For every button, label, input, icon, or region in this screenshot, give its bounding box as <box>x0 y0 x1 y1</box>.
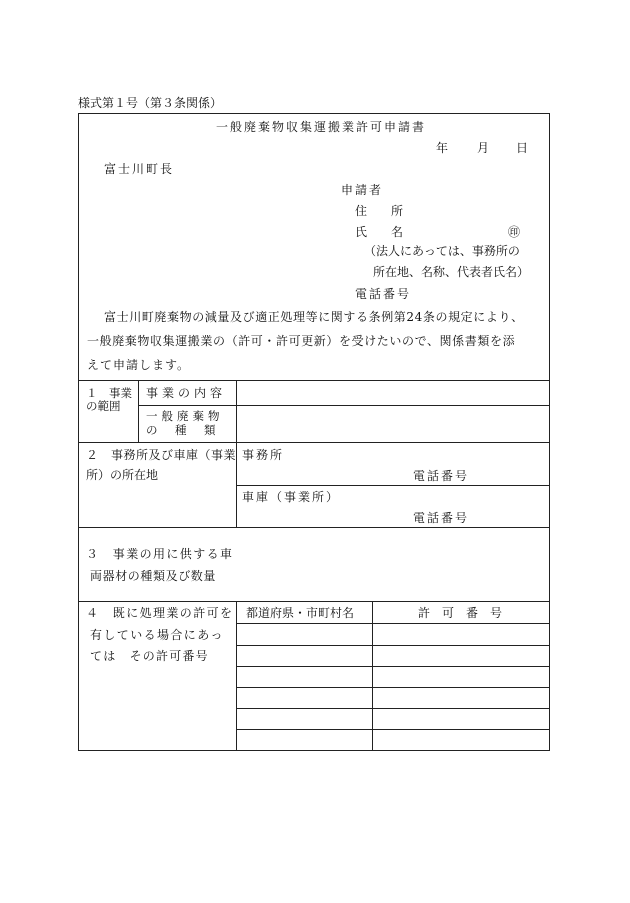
row3-label-line1: ３ 事業の用に供する車 <box>86 547 234 561</box>
body-line-2: 一般廃棄物収集運搬業の（許可・許可更新）を受けたいので、関係書類を添 <box>87 334 516 348</box>
business-content-label: 事業の内容 <box>146 386 227 400</box>
row1-label-line2: の範囲 <box>86 399 121 413</box>
row1-second-col-rule <box>236 380 237 442</box>
row4-rule-3 <box>236 666 550 667</box>
row1-first-col-rule <box>138 380 139 442</box>
applicant-label: 申請者 <box>341 183 384 197</box>
garage-phone-label: 電話番号 <box>413 511 470 525</box>
body-line-3: えて申請します。 <box>87 358 191 372</box>
row4-rule-6 <box>236 729 550 730</box>
corporate-note-line1: （法人にあっては、事務所の <box>364 244 520 258</box>
form-title: 一般廃棄物収集運搬業許可申請書 <box>216 120 427 134</box>
office-label: 事務所 <box>242 448 285 462</box>
row2-bottom-rule <box>78 527 550 528</box>
phone-label: 電話番号 <box>355 287 412 301</box>
table-top-rule <box>78 380 550 381</box>
date-year-label: 年 <box>436 141 449 155</box>
corporate-note-line2: 所在地、名称、代表者氏名） <box>373 265 530 279</box>
date-month-label: 月 <box>477 141 490 155</box>
row4-rule-2 <box>236 645 550 646</box>
office-phone-label: 電話番号 <box>413 469 470 483</box>
row4-label-line1: ４ 既に処理業の許可を <box>86 606 234 620</box>
prefecture-column-header: 都道府県・市町村名 <box>246 606 355 620</box>
row4-label-line3: ては その許可番号 <box>90 649 209 663</box>
body-line-1: 富士川町廃棄物の減量及び適正処理等に関する条例第24条の規定により、 <box>104 310 524 324</box>
row4-inner-col-rule <box>372 601 373 751</box>
row4-rule-4 <box>236 687 550 688</box>
row1-inner-rule <box>138 405 550 406</box>
garage-label: 車庫（事業所） <box>242 490 341 504</box>
form-number: 様式第１号（第３条関係） <box>78 96 223 110</box>
date-day-label: 日 <box>516 141 529 155</box>
row2-label-line1: ２ 事務所及び車庫（事業 <box>86 448 237 462</box>
seal-mark: ㊞ <box>508 225 521 239</box>
permit-number-column-header: 許 可 番 号 <box>418 606 503 620</box>
addressee: 富士川町長 <box>104 162 175 176</box>
address-label: 住 所 <box>355 204 404 218</box>
row4-rule-1 <box>236 623 550 624</box>
row2-col-rule <box>236 442 237 527</box>
row2-label-line2: 所）の所在地 <box>86 468 159 482</box>
row4-rule-5 <box>236 708 550 709</box>
row1-bottom-rule <box>78 442 550 443</box>
row4-col-rule <box>236 601 237 751</box>
waste-type-label-line1: 一般廃棄物 <box>146 409 224 423</box>
row4-label-line2: 有している場合にあっ <box>90 628 224 642</box>
name-label: 氏 名 <box>355 225 404 239</box>
row2-inner-rule <box>236 485 550 486</box>
row1-label-line1: １ 事業 <box>86 386 132 400</box>
row3-bottom-rule <box>78 601 550 602</box>
row3-label-line2: 両器材の種類及び数量 <box>90 569 217 583</box>
waste-type-label-line2: の 種 類 <box>146 423 219 437</box>
